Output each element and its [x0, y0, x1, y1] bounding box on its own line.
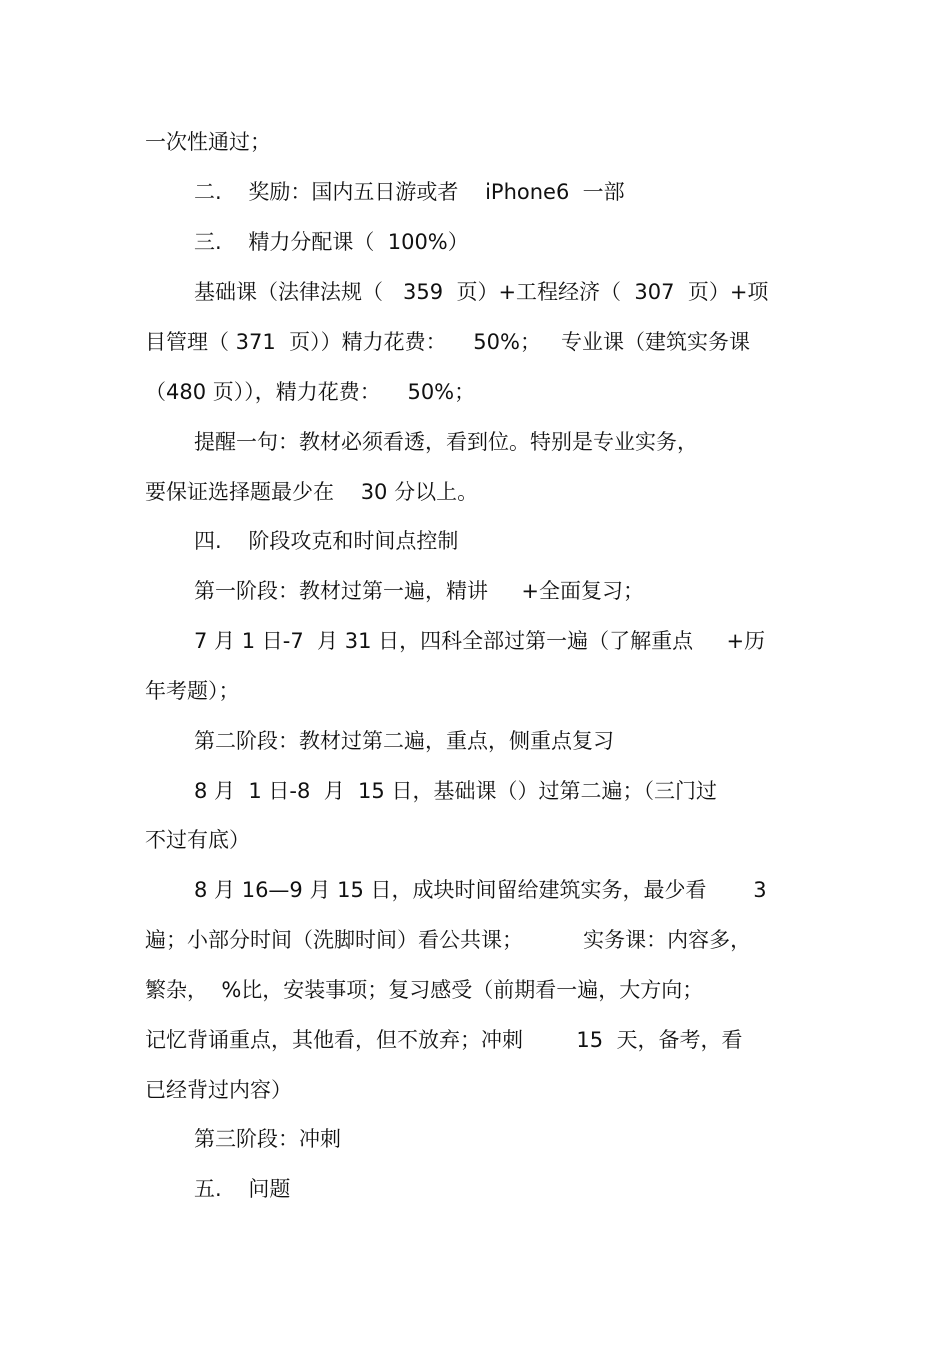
text-line: 目管理（ 371 页））精力花费： 50%； 专业课（建筑实务课 — [145, 330, 751, 354]
text-line: 第一阶段：教材过第一遍，精讲 +全面复习； — [194, 579, 644, 603]
text-line: 遍；小部分时间（洗脚时间）看公共课； 实务课：内容多， — [145, 928, 752, 952]
text-line: 不过有底） — [145, 828, 250, 852]
text-line: 8 月 1 日-8 月 15 日，基础课（）过第二遍；（三门过 — [194, 779, 717, 803]
text-line: 要保证选择题最少在 30 分以上。 — [145, 480, 479, 504]
text-line: （480 页）），精力花费： 50%； — [145, 380, 476, 404]
text-line: 第二阶段：教材过第二遍，重点，侧重点复习 — [194, 729, 614, 753]
section-heading: 五. 问题 — [194, 1177, 291, 1201]
text-line: 已经背过内容） — [145, 1078, 292, 1102]
text-line: 记忆背诵重点，其他看，但不放弃；冲刺 15 天，备考，看 — [145, 1028, 743, 1052]
section-heading: 四. 阶段攻克和时间点控制 — [194, 529, 459, 553]
section-heading: 二. 奖励：国内五日游或者 iPhone6 一部 — [194, 180, 625, 204]
text-line: 繁杂， %比，安装事项；复习感受（前期看一遍，大方向； — [145, 978, 704, 1002]
text-line: 提醒一句：教材必须看透，看到位。特别是专业实务， — [194, 430, 698, 454]
text-line: 第三阶段：冲刺 — [194, 1127, 341, 1151]
text-line: 年考题）； — [145, 679, 240, 703]
text-line: 8 月 16—9 月 15 日，成块时间留给建筑实务，最少看 3 — [194, 878, 767, 902]
text-line: 7 月 1 日-7 月 31 日，四科全部过第一遍（了解重点 +历 — [194, 629, 766, 653]
text-line: 基础课（法律法规（ 359 页）+工程经济（ 307 页）+项 — [194, 280, 769, 304]
section-heading: 三. 精力分配课（ 100%） — [194, 230, 469, 254]
text-line: 一次性通过； — [145, 130, 271, 154]
